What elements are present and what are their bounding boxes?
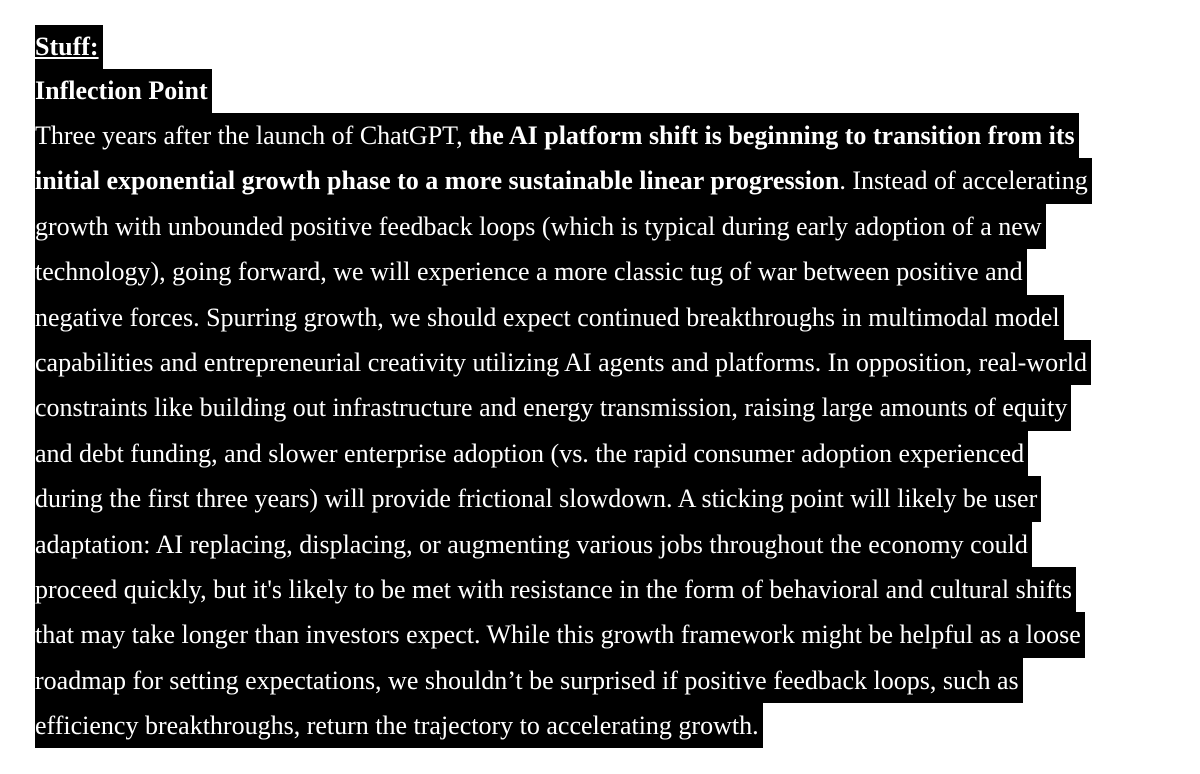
paragraph-line-7: constraints like building out infrastructure and energy transmission, raising large amounts of equity: [35, 385, 1071, 430]
article-paragraph: [35, 113, 1165, 748]
paragraph-line-11: proceed quickly, but it's likely to be met with resistance in the form of behavioral and cultural shifts: [35, 567, 1076, 612]
document-body: [35, 25, 1165, 748]
paragraph-line-9: during the first three years) will provide frictional slowdown. A sticking point will likely be user: [35, 476, 1041, 521]
paragraph-line-10: adaptation: AI replacing, displacing, or augmenting various jobs throughout the economy could: [35, 522, 1032, 567]
line-1-text: Three years after the launch of ChatGPT,: [35, 121, 470, 150]
paragraph-line-5: negative forces. Spurring growth, we should expect continued breakthroughs in multimodal model: [35, 295, 1064, 340]
line-1-bold-text: the AI platform shift is beginning to transition from its: [469, 121, 1075, 150]
paragraph-line-8: and debt funding, and slower enterprise adoption (vs. the rapid consumer adoption experienced: [35, 431, 1028, 476]
line-2-bold-text: initial exponential growth phase to a more sustainable linear progression: [35, 166, 840, 196]
paragraph-line-4: technology), going forward, we will experience a more classic tug of war between positive and: [35, 249, 1027, 294]
article-title: Inflection Point: [35, 69, 212, 113]
paragraph-line-12: that may take longer than investors expect. While this growth framework might be helpful as a loose: [35, 612, 1085, 657]
paragraph-line-6: capabilities and entrepreneurial creativity utilizing AI agents and platforms. In opposition, real-world: [35, 340, 1091, 385]
paragraph-line-1: [35, 113, 1079, 158]
paragraph-line-14: efficiency breakthroughs, return the trajectory to accelerating growth.: [35, 703, 763, 748]
line-2-text: . Instead of accelerating: [839, 166, 1088, 196]
paragraph-line-2: [35, 158, 1092, 203]
paragraph-line-13: roadmap for setting expectations, we shouldn’t be surprised if positive feedback loops, such as: [35, 658, 1023, 703]
section-label: Stuff:: [35, 25, 103, 69]
paragraph-line-3: growth with unbounded positive feedback loops (which is typical during early adoption of a new: [35, 204, 1046, 249]
